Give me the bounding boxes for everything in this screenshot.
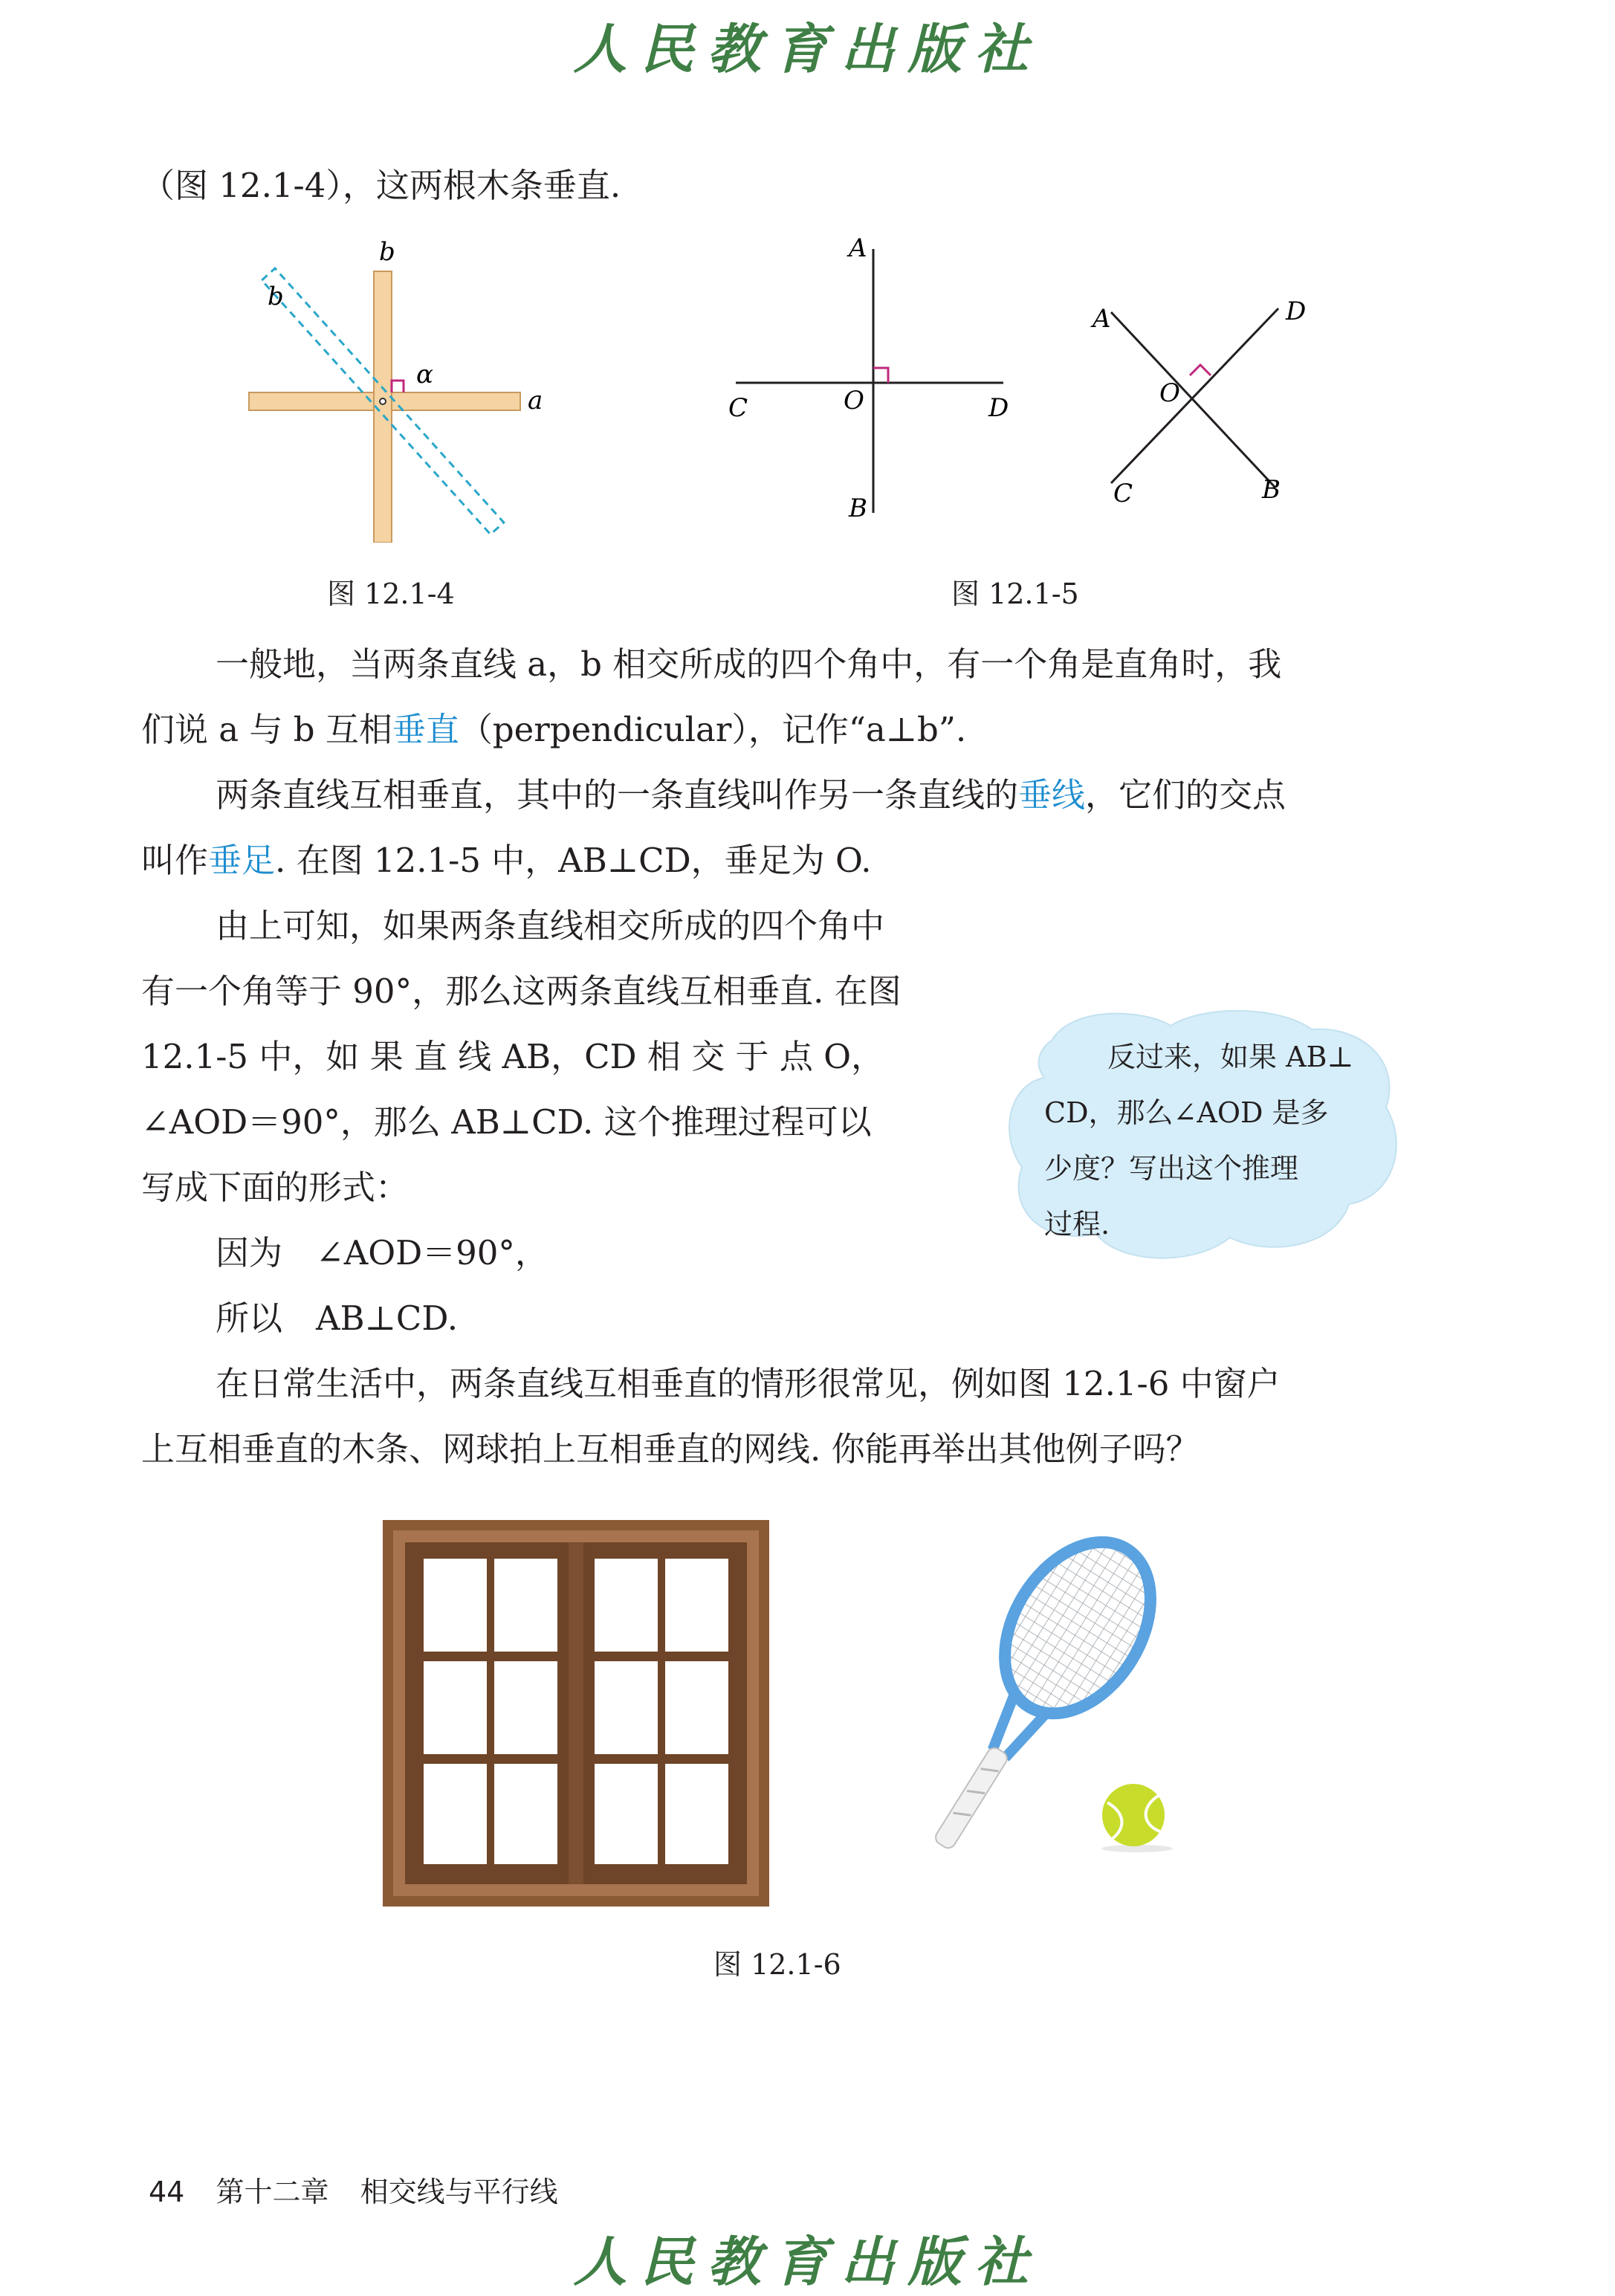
- window-illustration: [383, 1520, 769, 1907]
- bubble-line-1: 反过来，如果 AB⊥: [1107, 1041, 1354, 1073]
- label-B: B: [1262, 475, 1281, 505]
- term-perpendicular: 垂直: [392, 710, 459, 749]
- label-O: O: [844, 386, 864, 415]
- page-number: 44: [149, 2176, 185, 2208]
- chapter-number: 第十二章: [216, 2176, 329, 2208]
- right-angle-mark: [1190, 365, 1211, 375]
- label-D: D: [1286, 297, 1307, 326]
- reasoning-line-1: 由上可知，如果两条直线相交所成的四个角中: [216, 906, 885, 945]
- reasoning-line-2: 有一个角等于 90°，那么这两条直线互相垂直. 在图: [141, 971, 902, 1011]
- perp-line-2: 叫作垂足. 在图 12.1-5 中，AB⊥CD，垂足为 O.: [141, 841, 872, 880]
- term-perpendicular-line: 垂线: [1018, 775, 1086, 815]
- label-alpha: α: [416, 360, 433, 389]
- bubble-line-2: CD，那么∠AOD 是多: [1044, 1096, 1329, 1129]
- label-a: a: [528, 386, 543, 415]
- label-b-top: b: [379, 237, 395, 267]
- examples-line-1: 在日常生活中，两条直线互相垂直的情形很常见，例如图 12.1-6 中窗户: [216, 1364, 1281, 1403]
- publisher-logo-footer: 人民教育出版社: [573, 2230, 1042, 2293]
- publisher-logo-header: 人民教育出版社: [573, 17, 1042, 80]
- intro-line: （图 12.1-4），这两根木条垂直.: [141, 166, 621, 205]
- term-foot: 垂足: [208, 841, 276, 880]
- figure-12-1-5-left: [721, 230, 1033, 528]
- perp-line-1: 两条直线互相垂直，其中的一条直线叫作另一条直线的垂线，它们的交点: [216, 775, 1287, 815]
- right-angle-mark: [873, 368, 888, 383]
- pivot: [380, 398, 386, 404]
- reasoning-because: 因为 ∠AOD＝90°，: [216, 1233, 548, 1272]
- bubble-line-3: 少度？写出这个推理: [1044, 1152, 1299, 1185]
- reasoning-line-4: ∠AOD＝90°，那么 AB⊥CD. 这个推理过程可以: [141, 1102, 872, 1142]
- label-O: O: [1159, 378, 1180, 408]
- reasoning-therefore: 所以 AB⊥CD.: [216, 1299, 459, 1338]
- definition-line-2: 们说 a 与 b 互相垂直（perpendicular），记作“a⊥b”.: [141, 710, 967, 749]
- label-A: A: [1093, 304, 1111, 334]
- figure-12-1-4: [230, 230, 565, 543]
- right-angle-mark: [392, 381, 404, 392]
- bubble-line-4: 过程.: [1044, 1208, 1110, 1241]
- reasoning-line-3: 12.1-5 中，如 果 直 线 AB，CD 相 交 于 点 O，: [141, 1037, 885, 1076]
- label-B: B: [849, 494, 867, 523]
- caption-12-1-6: 图 12.1-6: [713, 1948, 841, 1981]
- definition-line-1: 一般地，当两条直线 a，b 相交所成的四个角中，有一个角是直角时，我: [216, 644, 1282, 684]
- caption-12-1-4: 图 12.1-4: [327, 578, 455, 610]
- tennis-ball-illustration: [1096, 1780, 1178, 1854]
- caption-12-1-5: 图 12.1-5: [951, 578, 1079, 610]
- reasoning-line-5: 写成下面的形式：: [141, 1168, 410, 1207]
- label-b-diag: b: [268, 282, 284, 311]
- footer: [149, 2169, 558, 2210]
- label-C: C: [728, 393, 748, 423]
- label-C: C: [1113, 479, 1133, 508]
- label-A: A: [849, 233, 867, 263]
- chapter-title: 相交线与平行线: [360, 2176, 558, 2208]
- figure-12-1-5-right: [1078, 275, 1323, 520]
- examples-line-2: 上互相垂直的木条、网球拍上互相垂直的网线. 你能再举出其他例子吗？: [141, 1429, 1200, 1469]
- label-D: D: [988, 393, 1009, 423]
